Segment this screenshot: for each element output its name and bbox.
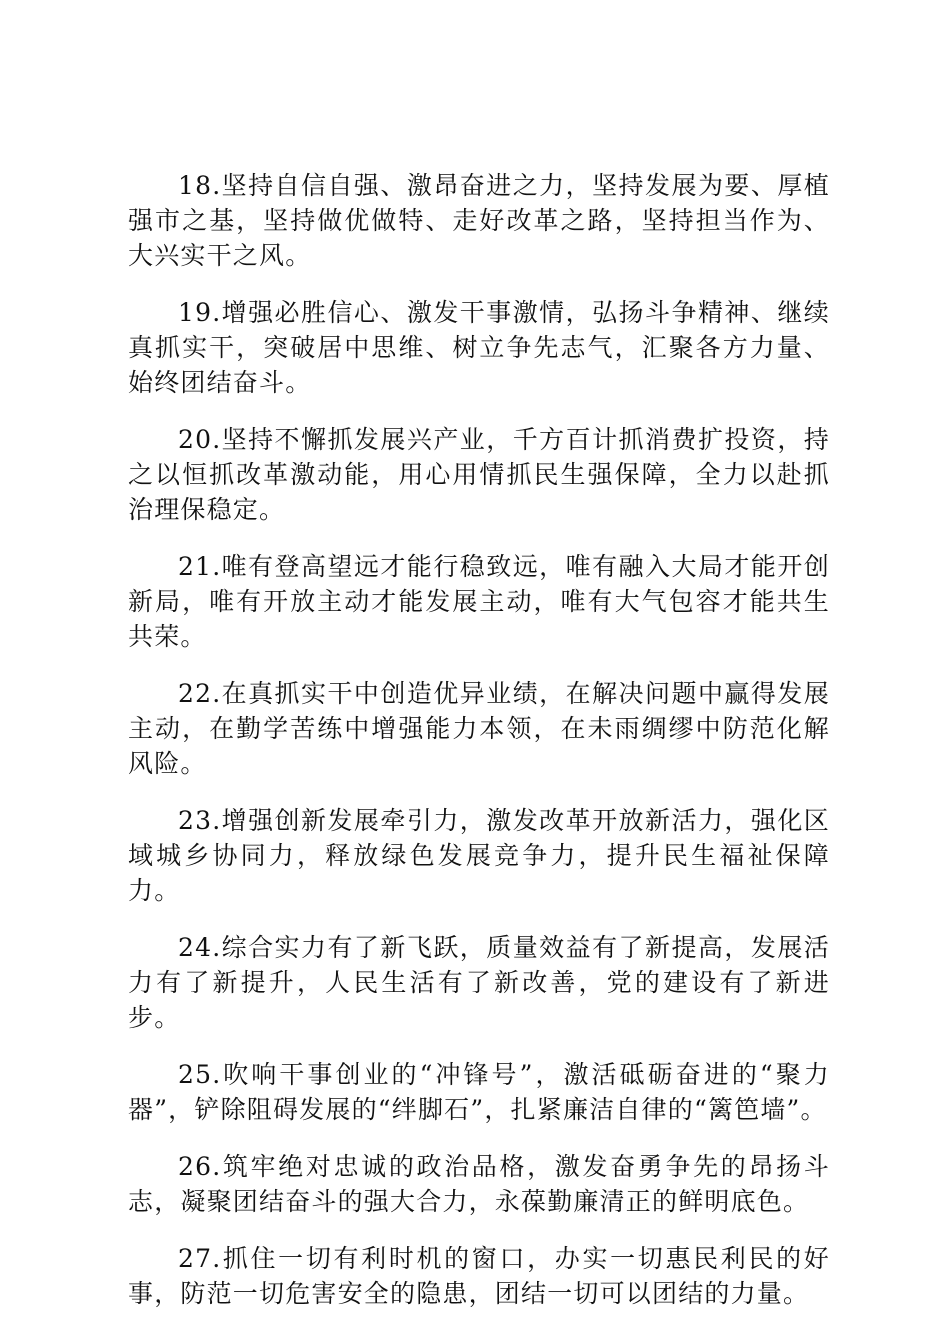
- paragraph-18: 18.坚持自信自强、激昂奋进之力，坚持发展为要、厚植强市之基，坚持做优做特、走好改革之路，坚持担当作为、大兴实干之风。: [128, 171, 830, 270]
- paragraph-20: 20.坚持不懈抓发展兴产业，千方百计抓消费扩投资，持之以恒抓改革激动能，用心用情抓民生强保障，全力以赴抓治理保稳定。: [128, 425, 830, 524]
- paragraph-25: 25.吹响干事创业的“冲锋号”，激活砥砺奋进的“聚力器”，铲除阻碍发展的“绊脚石”，扎紧廉洁自律的“篱笆墙”。: [128, 1060, 830, 1124]
- paragraph-19: 19.增强必胜信心、激发干事激情，弘扬斗争精神、继续真抓实干，突破居中思维、树立争先志气，汇聚各方力量、始终团结奋斗。: [128, 298, 830, 397]
- paragraph-23: 23.增强创新发展牵引力，激发改革开放新活力，强化区域城乡协同力，释放绿色发展竞争力，提升民生福祉保障力。: [128, 806, 830, 905]
- paragraph-27: 27.抓住一切有利时机的窗口，办实一切惠民利民的好事，防范一切危害安全的隐患，团结一切可以团结的力量。: [128, 1244, 830, 1308]
- document-body: [128, 168, 830, 1333]
- paragraph-22: 22.在真抓实干中创造优异业绩，在解决问题中赢得发展主动，在勤学苦练中增强能力本领，在未雨绸缪中防范化解风险。: [128, 679, 830, 778]
- paragraph-24: 24.综合实力有了新飞跃，质量效益有了新提高，发展活力有了新提升，人民生活有了新改善，党的建设有了新进步。: [128, 933, 830, 1032]
- paragraph-26: 26.筑牢绝对忠诚的政治品格，激发奋勇争先的昂扬斗志，凝聚团结奋斗的强大合力，永葆勤廉清正的鲜明底色。: [128, 1152, 830, 1216]
- paragraph-21: 21.唯有登高望远才能行稳致远，唯有融入大局才能开创新局，唯有开放主动才能发展主动，唯有大气包容才能共生共荣。: [128, 552, 830, 651]
